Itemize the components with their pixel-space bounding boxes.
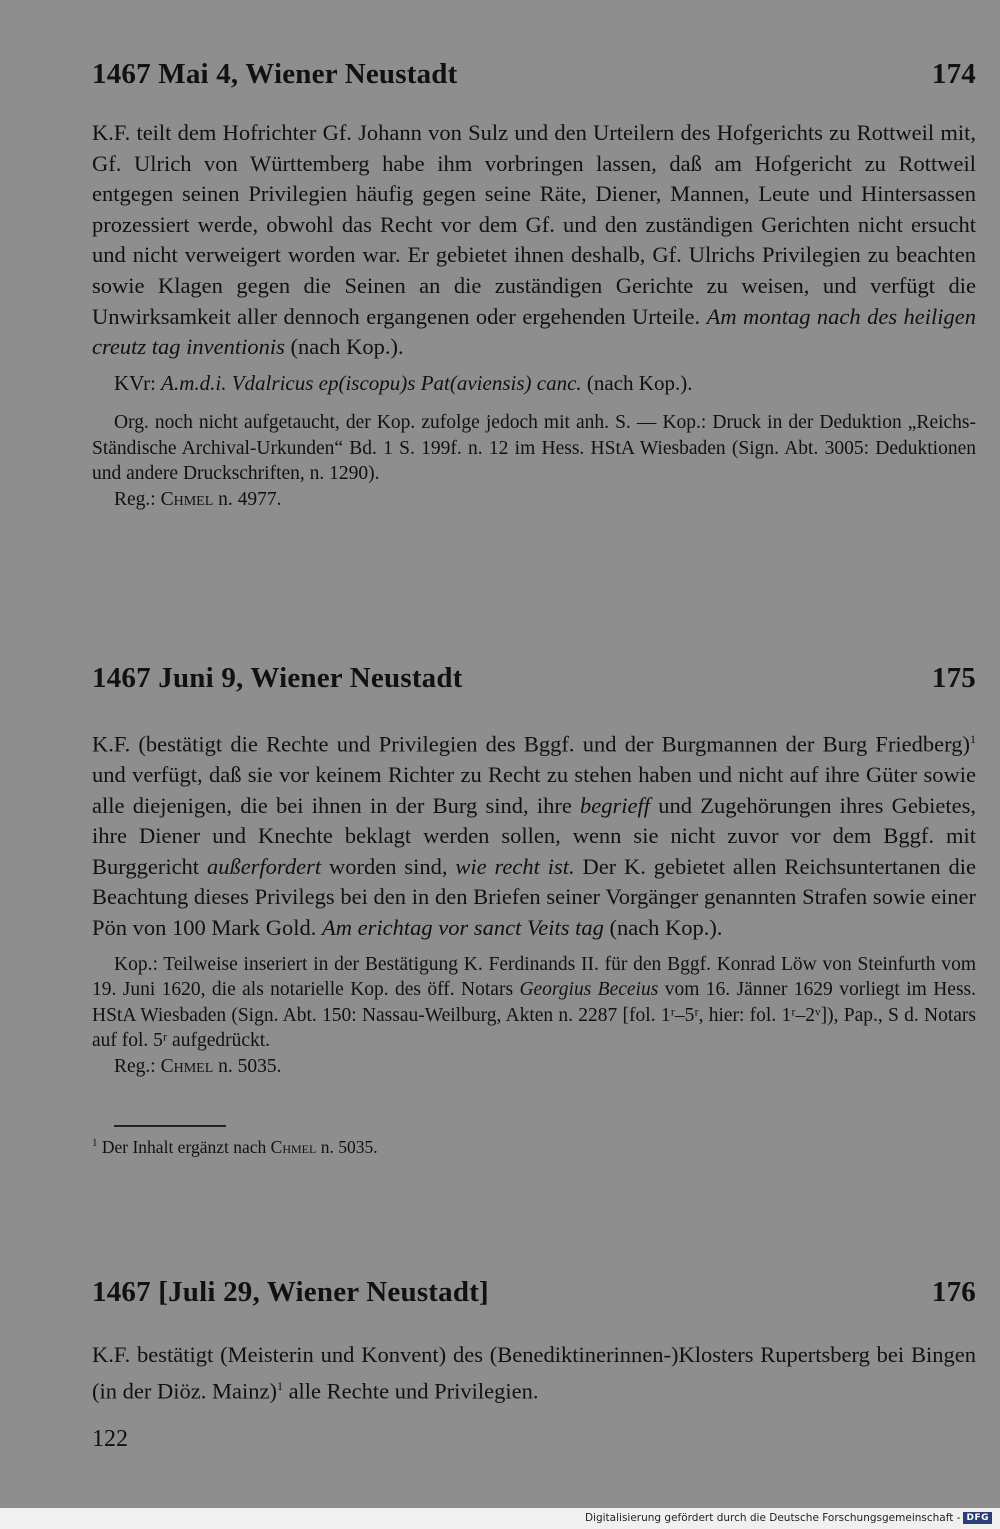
entry-175	[92, 724, 976, 1079]
regest-body: und verfügt, daß sie vor keinem Richter zu Recht zu stehen haben und nicht auf ihre Güter sowie alle diejenigen, die bei ihnen in der Burg sind, ihre	[92, 762, 976, 818]
regest-body: K.F. teilt dem Hofrichter Gf. Johann von Sulz und den Urteilern des Hofgerichts zu Rottweil mit, Gf. Ulrich von Württemberg habe ihm vorbringen lassen, daß am Hofgericht zu Rottweil entgegen seinen Privilegien häufig gegen seine Räte, Diener, Mannen, Leute und Hintersassen prozessiert werde, obwohl das Recht vor dem Gf. und den zuständigen Gerichten nicht ersucht und nicht verweigert worden war. Er gebietet ihnen deshalb, Gf. Ulrichs Privilegien zu beachten sowie Klagen gegen die Seinen an die zuständigen Gerichte zu weisen, und verfügt die Unwirksamkeit aller dennoch ergangenen oder ergehenden Urteile.	[92, 120, 976, 329]
footnote-author: Chmel	[270, 1137, 317, 1157]
entry-heading-175	[92, 662, 976, 695]
footnote-rule	[114, 1125, 226, 1127]
dating-formula: Am montag nach des heiligen creutz tag inventionis	[92, 303, 976, 360]
quoted-term: wie recht ist.	[455, 853, 575, 879]
regest-text	[92, 724, 976, 944]
entry-176	[92, 1340, 976, 1407]
credit-text: Digitalisierung gefördert durch die Deutsche Forschungsgemeinschaft -	[584, 1512, 961, 1524]
entry-number: 175	[931, 662, 976, 694]
reg-prefix: Reg.:	[114, 1055, 161, 1077]
footnote	[92, 1137, 378, 1158]
chancery-note	[92, 371, 976, 397]
footnote-mark: 1	[970, 732, 976, 746]
footnote-mark: 1	[276, 1378, 283, 1393]
regest-body: alle Rechte und Privilegien.	[282, 1378, 539, 1404]
entry-date-place: 1467 [Juli 29, Wiener Neustadt]	[92, 1276, 489, 1308]
kvr-label: KVr:	[114, 370, 162, 395]
entry-number: 176	[931, 1276, 976, 1308]
entry-number: 174	[931, 58, 976, 90]
tradition-note	[92, 952, 976, 1054]
kvr-source: (nach Kop.).	[581, 370, 693, 395]
tradition-note: Org. noch nicht aufgetaucht, der Kop. zufolge jedoch mit anh. S. — Kop.: Druck in der Deduktion „Reichs-Ständische Archival-Urkunden“ Bd. 1 S. 199f. n. 12 im Hess. HStA Wiesbaden (Sign. Abt. 3005: Deduktionen und andere Druckschriften, n. 1290).	[92, 412, 976, 485]
reg-author: Chmel	[160, 1055, 214, 1077]
regest-body: K.F. (bestätigt die Rechte und Privilegien des Bggf. und der Burgmannen der Burg Friedberg)	[92, 731, 970, 757]
entry-date-place: 1467 Mai 4, Wiener Neustadt	[92, 58, 458, 90]
source-note: (nach Kop.).	[284, 334, 404, 360]
notary-name: Georgius Beceius	[519, 979, 659, 1001]
dating-formula: Am erichtag vor sanct Veits tag	[322, 915, 604, 941]
entry-date-place: 1467 Juni 9, Wiener Neustadt	[92, 662, 463, 694]
reg-suffix: n. 5035.	[213, 1055, 282, 1077]
tradition-text: Kop.: Teilweise inseriert in der Bestätigung K. Ferdinands II. für den Bggf. Konrad Löw von Steinfurth vom 19. Juni 1620, die als notarielle Kop. des öff. Notars	[92, 953, 976, 1001]
quoted-term: begrieff	[580, 792, 651, 818]
footnote-number: 1	[92, 1137, 98, 1150]
tradition-text: vom 16. Jänner 1629 vorliegt im Hess. HStA Wiesbaden (Sign. Abt. 150: Nassau-Weilburg, Akten n. 2287 [fol. 1ʳ–5ʳ, hier: fol. 1ʳ–2ᵛ]), Pap., S d. Notars auf fol. 5ʳ aufgedrückt.	[92, 979, 976, 1052]
regest-body: und Zugehörungen ihres Gebietes, ihre Diener und Knechte beklagt werden sollen, wenn sie nicht zuvor vor dem Bggf. mit Burggericht	[92, 792, 976, 879]
regest-reference	[92, 487, 976, 513]
regest-body: worden sind,	[321, 853, 456, 879]
entry-heading-176	[92, 1276, 976, 1309]
kvr-text: A.m.d.i. Vdalricus ep(iscopu)s Pat(aviensis) canc.	[161, 370, 582, 395]
reg-author: Chmel	[160, 488, 214, 510]
regest-text	[92, 1340, 976, 1407]
reg-suffix: n. 4977.	[213, 488, 282, 510]
reg-prefix: Reg.:	[114, 488, 161, 510]
page-number: 122	[92, 1426, 128, 1452]
footnote-text: Der Inhalt ergänzt nach	[97, 1137, 271, 1157]
regest-reference	[92, 1054, 976, 1080]
regest-text	[92, 118, 976, 363]
regest-body: Der K. gebietet allen Reichsuntertanen die Beachtung dieses Privilegs bei den in den Briefen seiner Vorgänger genannten Strafen sowie einer Pön von 100 Mark Gold.	[92, 853, 977, 941]
quoted-term: außerfordert	[206, 853, 322, 879]
entry-heading-174	[92, 58, 976, 91]
digitization-credit	[585, 1512, 992, 1524]
entry-174	[92, 118, 976, 512]
source-note: (nach Kop.).	[603, 915, 723, 941]
footnote-text: n. 5035.	[316, 1137, 378, 1157]
dfg-logo: DFG	[963, 1512, 992, 1524]
regest-body: K.F. bestätigt (Meisterin und Konvent) des (Benediktinerinnen-)Klosters Rupertsberg bei Bingen (in der Diöz. Mainz)	[92, 1342, 976, 1404]
